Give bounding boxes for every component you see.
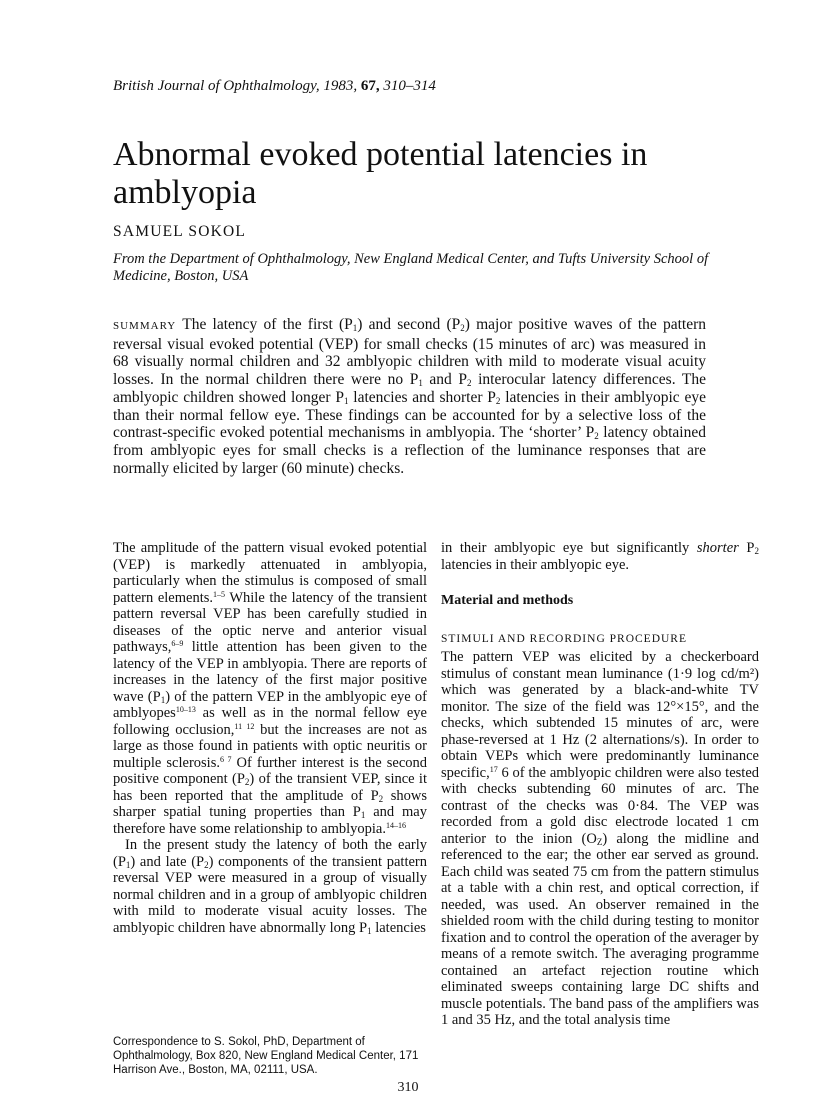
page-number: 310 — [397, 1080, 419, 1095]
subscript: 1 — [418, 378, 423, 389]
body-text: latencies — [371, 919, 426, 936]
emphasis: shorter — [696, 540, 739, 556]
summary-text: latencies and shorter P — [348, 388, 496, 406]
reference-citation: 10–13 — [175, 705, 196, 714]
body-text: The amplitude of the pattern visual evoked potential (VEP) is markedly attenuated in amblyopia, particularly when the stimulus is composed of small pattern elements. — [113, 540, 427, 606]
subscript: 2 — [495, 395, 501, 406]
body-paragraph — [441, 540, 759, 573]
summary-text: latency obtained from amblyopic eyes for small checks is a reflection of the luminance responses that are normally elicited by larger (60 minute) checks. — [113, 424, 706, 477]
subscript: 2 — [754, 546, 759, 556]
subscript: 2 — [378, 793, 384, 804]
body-text: ) components of the transient pattern reversal VEP were measured in a group of visually normal children and in a group of amblyopic children with mild to moderate visual acuity losses. The amblyopic children have abnormally long P — [113, 853, 427, 936]
body-text: shows sharper spatial tuning properties than P — [113, 787, 427, 820]
affiliation: From the Department of Ophthalmology, New England Medical Center, and Tufts University School of Medicine, Boston, USA — [113, 251, 709, 284]
journal-year: 1983, — [323, 78, 358, 94]
body-text: The pattern VEP was elicited by a checkerboard stimulus of constant mean luminance (1·9 log cd/m²) which was generated by a black-and-white TV monitor. The size of the field was 12°×15°, and the checks, which subtended 15 minutes of arc, were phase-reversed at 1 Hz (2 alternations/s). In order to obtain VEPs which were predominantly luminance specific, — [441, 649, 759, 781]
journal-pages: 310–314 — [383, 78, 436, 94]
subscript: 2 — [204, 859, 209, 870]
body-column-right — [441, 540, 759, 1029]
subscript: 1 — [125, 859, 131, 870]
subscript: 2 — [460, 323, 465, 333]
subscript: Z — [596, 836, 603, 847]
subscript: 2 — [244, 777, 250, 787]
subscript: 1 — [360, 810, 366, 820]
journal-citation — [113, 78, 436, 95]
body-text: Of further interest is the second positive component (P — [113, 754, 428, 787]
reference-citation: 6 7 — [219, 754, 232, 764]
reference-citation: 1–5 — [213, 589, 226, 599]
body-column-left — [113, 540, 427, 936]
body-text: and may therefore have some relationship to amblyopia. — [113, 804, 427, 837]
reference-citation: 6–9 — [171, 639, 184, 648]
subscript: 1 — [367, 925, 372, 936]
article-title: Abnormal evoked potential latencies in amblyopia — [113, 136, 648, 211]
subscript: 1 — [160, 694, 166, 705]
body-text: ) along the midline and referenced to the ear; the other ear served as ground. Each child was seated 75 cm from the pattern stimulus at a table with a chin rest, and optical correction, if needed, was used. An observer remained in the shielded room with the child during testing to monitor fixation and to control the operation of the averager by means of a remote switch. The averaging programme contained an artefact rejection routine which eliminated sweeps containing large DC shifts and muscle potentials. The band pass of the amplifiers was 1 and 35 Hz, and the total analysis time — [441, 830, 759, 1028]
subscript: 2 — [594, 431, 599, 442]
reference-citation: 17 — [489, 764, 498, 774]
body-paragraph — [441, 649, 759, 1029]
subscript: 1 — [343, 395, 349, 406]
summary-text: and P — [422, 371, 468, 389]
section-heading: Material and methods — [441, 593, 574, 608]
body-text: P — [738, 540, 755, 556]
body-text: In the present study the latency of both the early (P — [113, 837, 427, 870]
body-text: ) of the pattern VEP in the amblyopic eye of amblyopes — [113, 688, 427, 721]
body-text: but the increases are not as large as those found in patients with optic neuritis or multiple sclerosis. — [113, 721, 428, 771]
author-name: SAMUEL SOKOL — [113, 223, 247, 240]
reference-citation: 11 12 — [234, 721, 255, 731]
body-text: little attention has been given to the latency of the VEP in amblyopia. There are reports of increases in the latency of the first major positive wave (P — [113, 639, 427, 705]
summary-text: ) major positive waves of the pattern reversal visual evoked potential (VEP) for small checks (15 minutes of arc) was measured in 68 visually normal children and 32 amblyopic children with mild to moderate visual acuity losses. In the normal children there were no P — [113, 316, 707, 389]
body-paragraph — [113, 837, 427, 936]
summary-label: SUMMARY — [113, 320, 177, 332]
body-text: While the latency of the transient pattern reversal VEP has been carefully studied in diseases of the optic nerve and anterior visual pathways, — [113, 589, 428, 655]
summary-text: The latency of the first (P — [182, 316, 353, 333]
summary-text: interocular latency differences. The amblyopic children showed longer P — [113, 371, 706, 406]
journal-name: British Journal of Ophthalmology, — [113, 78, 320, 94]
body-text: ) and late (P — [130, 853, 205, 870]
body-text: 6 of the amblyopic children were also tested with checks subtending 60 minutes of arc. The contrast of the checks was 0·84. The VEP was recorded from a gold disc electrode located 1 cm anterior to the inion (O — [441, 764, 759, 847]
subscript: 2 — [467, 378, 472, 389]
body-text: ) of the transient VEP, since it has been reported that the amplitude of P — [113, 771, 427, 804]
body-text: latencies in their amblyopic eye. — [441, 556, 630, 573]
subscript: 1 — [352, 323, 358, 333]
summary-text: ) and second (P — [357, 316, 461, 333]
body-text: in their amblyopic eye but significantly — [441, 540, 697, 556]
subsection-heading: STIMULI AND RECORDING PROCEDURE — [441, 632, 687, 645]
body-paragraph — [113, 540, 427, 837]
summary-abstract — [113, 316, 706, 477]
correspondence-footnote: Correspondence to S. Sokol, PhD, Department of Ophthalmology, Box 820, New England Medical Center, 171 Harrison Ave., Boston, MA, 02111, USA. — [113, 1036, 419, 1076]
summary-text: latencies in their amblyopic eye than their normal fellow eye. These findings can be accounted for by a selective loss of the contrast-specific evoked potential mechanisms in amblyopia. The ‘shorter’ P — [113, 388, 706, 442]
body-text: as well as in the normal fellow eye following occlusion, — [113, 705, 427, 738]
journal-volume: 67, — [360, 78, 380, 94]
reference-citation: 14–16 — [386, 820, 406, 830]
